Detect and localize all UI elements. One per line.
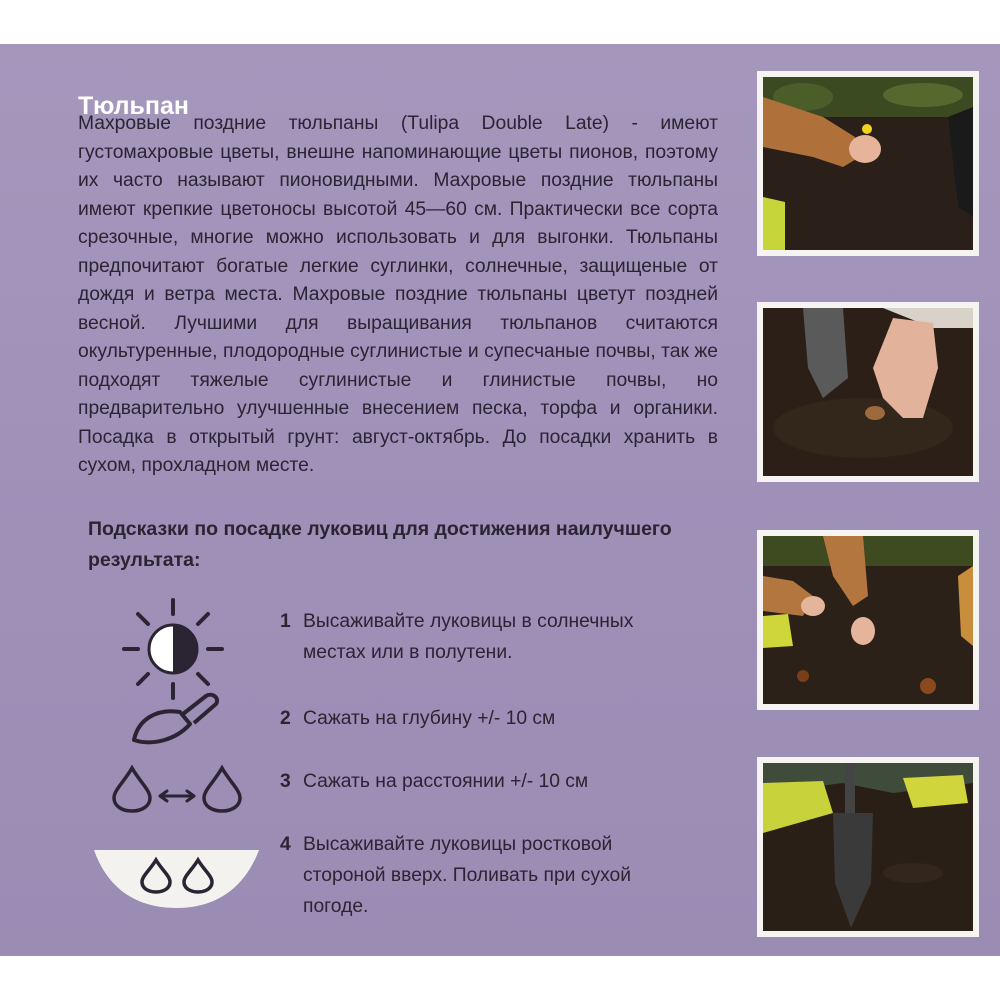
- step-text: Высаживайте луковицы ростковой стороной вверх. Поливать при сухой погоде.: [303, 834, 632, 917]
- step-1: [280, 606, 700, 668]
- bulb-spacing-icon: [110, 764, 245, 814]
- planting-photo-3: [757, 530, 979, 710]
- planting-photo-2: [757, 302, 979, 482]
- step-number: 3: [280, 771, 291, 792]
- planting-photo-4: [757, 757, 979, 937]
- bulbs-upright-icon: [94, 850, 259, 908]
- step-text: Сажать на расстоянии +/- 10 см: [303, 771, 589, 792]
- step-text: Сажать на глубину +/- 10 см: [303, 708, 556, 729]
- step-number: 2: [280, 708, 291, 729]
- step-number: 1: [280, 611, 291, 632]
- step-text: Высаживайте луковицы в солнечных местах или в полутени.: [303, 611, 634, 663]
- planting-photo-1: [757, 71, 979, 256]
- step-number: 4: [280, 834, 291, 855]
- step-2: [280, 703, 700, 734]
- instruction-card: [0, 44, 1000, 956]
- sun-half-shade-icon: [118, 594, 228, 704]
- page-title: Тюльпан: [78, 92, 190, 120]
- tips-heading: Подсказки по посадке луковиц для достижения наилучшего результата:: [88, 518, 672, 571]
- step-3: [280, 766, 700, 797]
- step-4: [280, 829, 700, 922]
- description-text: Махровые поздние тюльпаны (Tulipa Double Late) - имеют густомахровые цветы, внешне напоминающие цветы пионов, поэтому их часто называют пионовидными. Махровые поздние тюльпаны имеют крепкие цветоносы высотой 45—60 см. Практически все сорта срезочные, многие можно использовать и для выгонки. Тюльпаны предпочитают богатые легкие суглинки, солнечные, защищеные от дождя и ветра места. Махровые поздние тюльпаны цветут поздней весной. Лучшими для выращивания тюльпанов считаются окультуренные, плодородные суглинистые и супесчаные почвы, так же подходят тяжелые суглинистые и глинистые почвы, но предварительно улучшенные внесением песка, торфа и органики. Посадка в открытый грунт: август-октябрь. До посадки хранить в сухом, прохладном месте.: [78, 113, 718, 476]
- trowel-icon: [128, 690, 223, 750]
